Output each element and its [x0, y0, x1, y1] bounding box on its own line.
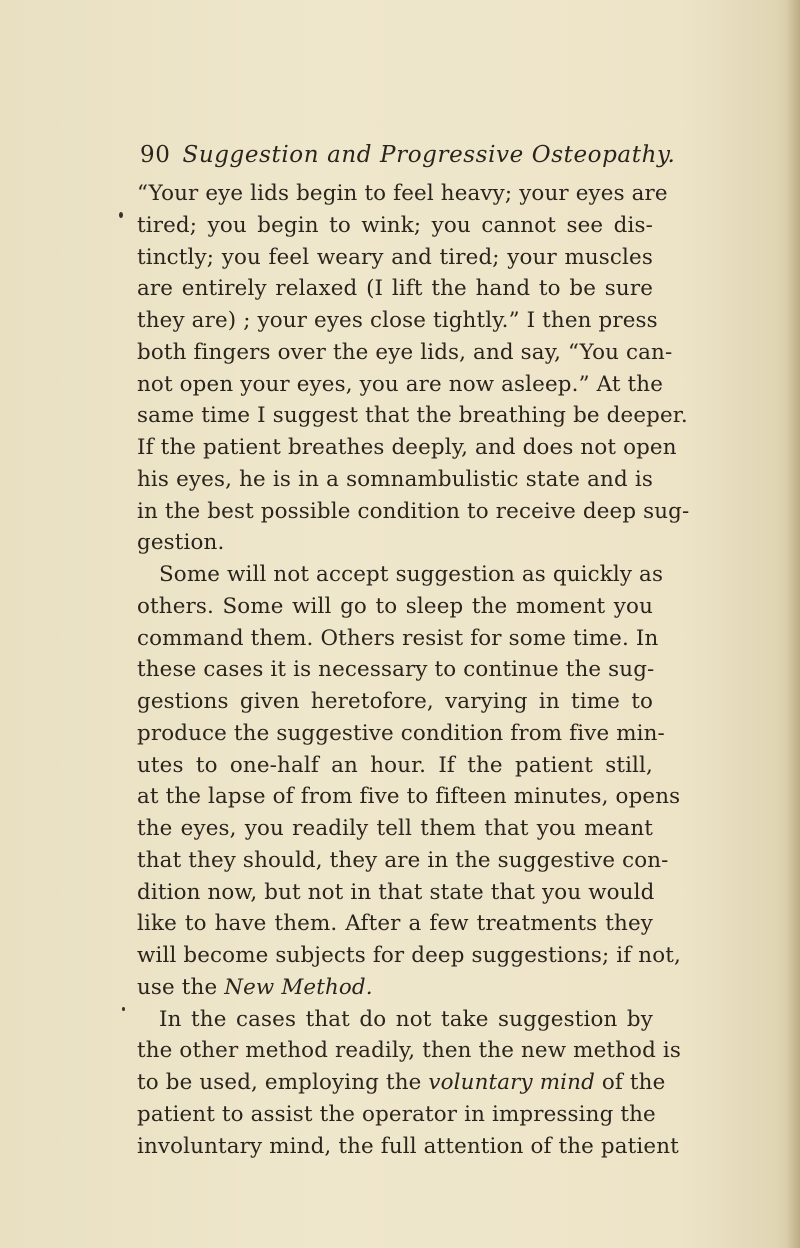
text-line: are entirely relaxed (I lift the hand to be sure [137, 276, 653, 302]
page-edge-shadow [786, 0, 800, 1248]
text-line: produce the suggestive condition from five min- [137, 720, 665, 746]
text-line: If the patient breathes deeply, and does not open [137, 435, 677, 460]
body-text [137, 178, 690, 1162]
text-line: involuntary mind, the full attention of the patient [137, 1133, 679, 1159]
text-line: gestions given heretofore, varying in time to [137, 689, 653, 714]
text-line: at the lapse of from five to fifteen minutes, opens [137, 784, 681, 810]
text-line: both fingers over the eye lids, and say, “You can- [137, 339, 673, 365]
text-line-with-italic [137, 972, 653, 1004]
text-segment: to be used, employing the [137, 1070, 429, 1095]
text-line: In the cases that do not take suggestion by [159, 1006, 653, 1032]
text-line: that they should, they are in the suggestive con- [137, 847, 669, 873]
text-line: these cases it is necessary to continue the sug- [137, 657, 655, 683]
text-segment: use the [137, 974, 225, 1000]
text-line: his eyes, he is in a somnambulistic state and is [137, 466, 653, 492]
text-line: Some will not accept suggestion as quickly as [159, 562, 664, 587]
text-line: tinctly; you feel weary and tired; your muscles [137, 244, 653, 270]
italic-phrase: New Method. [224, 974, 373, 1000]
running-title: Suggestion and Progressive Osteopathy. [182, 142, 676, 168]
text-line: not open your eyes, you are now asleep.” At the [137, 371, 664, 397]
text-line: “Your eye lids begin to feel heavy; your eyes are [137, 181, 668, 206]
text-line: utes to one-half an hour. If the patient still, [137, 752, 653, 778]
text-line: gestion. [137, 530, 225, 556]
text-line: others. Some will go to sleep the moment you [137, 593, 653, 619]
text-line: command them. Others resist for some time. In [137, 625, 659, 651]
text-line: tired; you begin to wink; you cannot see dis- [137, 212, 653, 238]
text-line: patient to assist the operator in impressing the [137, 1101, 656, 1127]
text-line: in the best possible condition to receive deep sug- [137, 498, 690, 524]
italic-phrase: voluntary mind [428, 1070, 595, 1095]
text-line: same time I suggest that the breathing be deeper. [137, 403, 688, 429]
text-line: they are) ; your eyes close tightly.” I then press [137, 308, 658, 333]
text-line: dition now, but not in that state that you would [137, 879, 655, 905]
text-segment: of the [594, 1070, 666, 1095]
text-line: the other method readily, then the new method is [137, 1038, 681, 1064]
page-header [140, 142, 676, 178]
ink-speck [122, 1007, 125, 1011]
text-line-with-italic [137, 1067, 666, 1099]
ink-speck [119, 212, 123, 218]
text-line: will become subjects for deep suggestions; if not, [137, 943, 681, 968]
text-line: like to have them. After a few treatments they [137, 911, 653, 937]
page-number: 90 [140, 142, 171, 168]
text-line: the eyes, you readily tell them that you meant [137, 816, 653, 841]
